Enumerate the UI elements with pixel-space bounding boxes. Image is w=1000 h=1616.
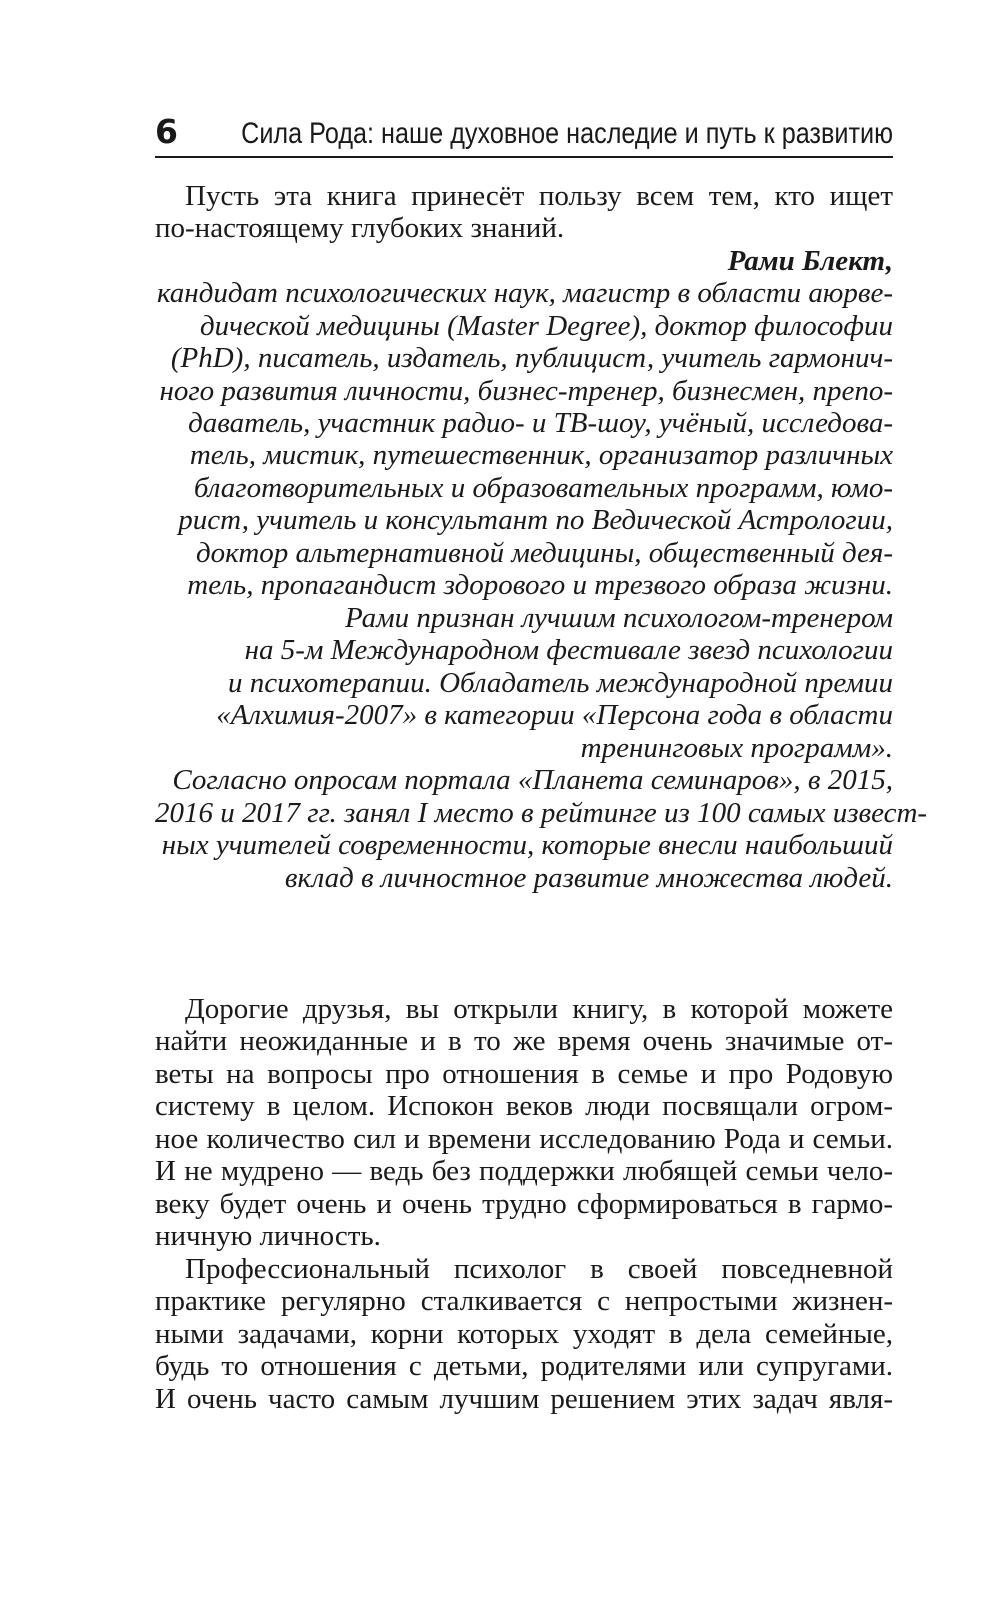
body-line: ничную личность.: [155, 1220, 381, 1252]
author-bio-line: тель, пропагандист здорового и трезвого образа жизни.: [187, 569, 893, 601]
body-line: найти неожиданные и в то же время очень значимые от-: [155, 1025, 893, 1057]
body-line: И не мудрено — ведь без поддержки любящей семьи чело-: [155, 1155, 893, 1187]
body-line: веты на вопросы про отношения в семье и про Родовую: [155, 1058, 893, 1090]
author-bio-line: доктор альтернативной медицины, общественный дея-: [195, 537, 893, 569]
author-name: Рами Блект,: [727, 245, 893, 277]
running-title: Сила Рода: наше духовное наследие и путь к развитию: [241, 117, 893, 150]
body-line: И очень часто самым лучшим решением этих задач явля-: [155, 1383, 893, 1415]
author-bio-line: 2016 и 2017 гг. занял I место в рейтинге из 100 самых извест-: [155, 797, 928, 829]
author-bio-line: тель, мистик, путешественник, организатор различных: [189, 439, 893, 471]
author-bio-line: тренинговых программ».: [580, 732, 893, 764]
author-bio-line: ного развития личности, бизнес-тренер, бизнесмен, препо-: [159, 375, 893, 407]
author-bio-line: (PhD), писатель, издатель, публицист, учитель гармонич-: [170, 342, 893, 374]
foreword-line: Пусть эта книга принесёт пользу всем тем, кто ищет: [185, 180, 893, 212]
author-bio-line: ных учителей современности, которые внесли наибольший: [161, 829, 893, 861]
body-line: Дорогие друзья, вы открыли книгу, в которой можете: [185, 993, 893, 1025]
page-number: 6: [155, 112, 178, 151]
author-bio-line: на 5-м Международном фестивале звезд психологии: [244, 634, 893, 666]
author-bio-line: даватель, участник радио- и ТВ-шоу, учёный, исследова-: [188, 407, 893, 439]
author-bio-line: Рами признан лучшим психологом-тренером: [345, 602, 893, 634]
author-bio-line: вклад в личностное развитие множества людей.: [284, 862, 893, 894]
author-bio-line: кандидат психологических наук, магистр в области аюрве-: [156, 277, 893, 309]
body-line: ное количество сил и времени исследованию Рода и семьи.: [155, 1123, 893, 1155]
author-bio-line: Согласно опросам портала «Планета семинаров», в 2015,: [172, 764, 893, 796]
body-line: будь то отношения с детьми, родителями или супругами.: [155, 1350, 893, 1382]
foreword-line: по-настоящему глубоких знаний.: [155, 212, 565, 244]
body-line: практике регулярно сталкивается с непростыми жизнен-: [155, 1285, 893, 1317]
body-line: Профессиональный психолог в своей повседневной: [185, 1253, 893, 1285]
running-header: [155, 112, 893, 158]
author-bio-line: «Алхимия-2007» в категории «Персона года в области: [216, 699, 893, 731]
author-bio-line: рист, учитель и консультант по Ведической Астрологии,: [178, 504, 893, 536]
body-line: ными задачами, корни которых уходят в дела семейные,: [155, 1318, 893, 1350]
author-bio-line: благотворительных и образовательных программ, юмо-: [193, 472, 893, 504]
body-line: систему в целом. Испокон веков люди посвящали огром-: [155, 1090, 893, 1122]
body-line: веку будет очень и очень трудно сформироваться в гармо-: [155, 1188, 893, 1220]
author-bio-line: дической медицины (Master Degree), доктор философии: [199, 310, 893, 342]
author-bio-line: и психотерапии. Обладатель международной премии: [227, 667, 893, 699]
